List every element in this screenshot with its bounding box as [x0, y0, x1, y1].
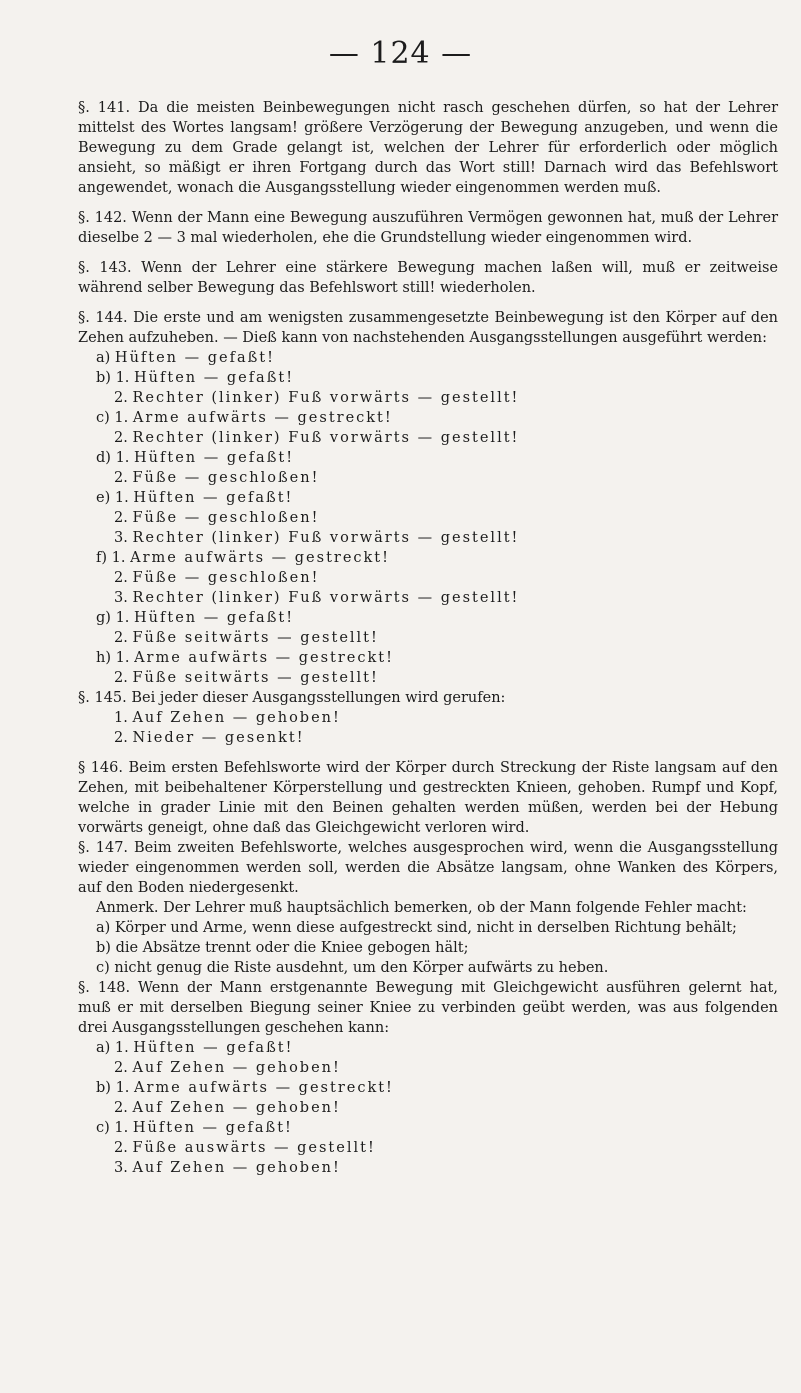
list-item: 3. Rechter (linker) Fuß vorwärts — gestellt!: [114, 590, 520, 606]
list-item: 2. Auf Zehen — gehoben!: [114, 1100, 341, 1116]
list-item: a) Hüften — gefaßt!: [96, 350, 275, 366]
list-item: 2. Rechter (linker) Fuß vorwärts — gestellt!: [114, 390, 520, 406]
page-body: [78, 98, 778, 1178]
list-item: a) Körper und Arme, wenn diese aufgestreckt sind, nicht in derselben Richtung behält;: [96, 920, 737, 936]
list-item: 2. Füße auswärts — gestellt!: [114, 1140, 376, 1156]
section-147: §. 147. Beim zweiten Befehlsworte, welches ausgesprochen wird, wenn die Ausgangsstellung wieder eingenommen werden soll, werden die Absätze langsam, ohne Wanken des Körpers, auf den Boden niedergesenkt.: [78, 840, 778, 896]
list-item: c) 1. Hüften — gefaßt!: [96, 1120, 293, 1136]
list-item: 2. Rechter (linker) Fuß vorwärts — gestellt!: [114, 430, 520, 446]
section-146: § 146. Beim ersten Befehlsworte wird der Körper durch Streckung der Riste langsam auf den Zehen, mit beibehaltener Körperstellung und gestreckten Knieen, gehoben. Rumpf und Kopf, welche in grader Linie mit den Beinen gehalten werden müßen, werden bei der Hebung vorwärts geneigt, ohne daß das Gleichgewicht verloren wird.: [78, 760, 778, 836]
section-148: §. 148. Wenn der Mann erstgenannte Bewegung mit Gleichgewicht ausführen gelernt hat, muß er mit derselben Biegung seiner Kniee zu verbinden geübt werden, was aus folgenden drei Ausgangsstellungen geschehen kann:: [78, 980, 778, 1036]
list-item: b) die Absätze trennt oder die Kniee gebogen hält;: [96, 940, 469, 956]
page-number: — 124 —: [328, 36, 473, 71]
list-item: 3. Rechter (linker) Fuß vorwärts — gestellt!: [114, 530, 520, 546]
list-148: [78, 1038, 778, 1178]
list-item: 2. Füße seitwärts — gestellt!: [114, 630, 379, 646]
list-item: b) 1. Hüften — gefaßt!: [96, 370, 295, 386]
list-item: 2. Auf Zehen — gehoben!: [114, 1060, 341, 1076]
list-item: a) 1. Hüften — gefaßt!: [96, 1040, 294, 1056]
list-item: 2. Füße seitwärts — gestellt!: [114, 670, 379, 686]
list-item: h) 1. Arme aufwärts — gestreckt!: [96, 650, 394, 666]
list-item: 1. Auf Zehen — gehoben!: [114, 710, 341, 726]
list-item: 2. Füße — geschloßen!: [114, 570, 320, 586]
list-item: f) 1. Arme aufwärts — gestreckt!: [96, 550, 390, 566]
section-143: §. 143. Wenn der Lehrer eine stärkere Bewegung machen laßen will, muß er zeitweise während selber Bewegung das Befehlswort still! wiederholen.: [78, 260, 778, 296]
list-item: 2. Nieder — gesenkt!: [114, 730, 305, 746]
list-item: 2. Füße — geschloßen!: [114, 470, 320, 486]
section-141: §. 141. Da die meisten Beinbewegungen nicht rasch geschehen dürfen, so hat der Lehrer mittelst des Wortes langsam! größere Verzögerung der Bewegung anzugeben, und wenn die Bewegung zu dem Grade gelangt ist, welchen der Lehrer für erforderlich oder möglich ansieht, so mäßigt er ihren Fortgang durch das Wort still! Darnach wird das Befehlswort angewendet, wonach die Ausgangsstellung wieder eingenommen werden muß.: [78, 100, 778, 196]
list-item: d) 1. Hüften — gefaßt!: [96, 450, 295, 466]
list-item: c) 1. Arme aufwärts — gestreckt!: [96, 410, 393, 426]
list-144: [78, 348, 778, 688]
section-142: §. 142. Wenn der Mann eine Bewegung auszuführen Vermögen gewonnen hat, muß der Lehrer dieselbe 2 — 3 mal wiederholen, ehe die Grundstellung wieder eingenommen wird.: [78, 210, 778, 246]
section-145: §. 145. Bei jeder dieser Ausgangsstellungen wird gerufen:: [78, 690, 506, 706]
list-item: b) 1. Arme aufwärts — gestreckt!: [96, 1080, 394, 1096]
list-item: c) nicht genug die Riste ausdehnt, um den Körper aufwärts zu heben.: [96, 960, 609, 976]
anmerkung: Anmerk. Der Lehrer muß hauptsächlich bemerken, ob der Mann folgende Fehler macht:: [96, 900, 747, 916]
list-item: 3. Auf Zehen — gehoben!: [114, 1160, 341, 1176]
list-anmerkung: [78, 918, 778, 978]
section-144: §. 144. Die erste und am wenigsten zusammengesetzte Beinbewegung ist den Körper auf den Zehen aufzuheben. — Dieß kann von nachstehenden Ausgangsstellungen ausgeführt werden:: [78, 310, 778, 346]
list-item: 2. Füße — geschloßen!: [114, 510, 320, 526]
list-145: [78, 708, 778, 748]
list-item: g) 1. Hüften — gefaßt!: [96, 610, 295, 626]
list-item: e) 1. Hüften — gefaßt!: [96, 490, 294, 506]
